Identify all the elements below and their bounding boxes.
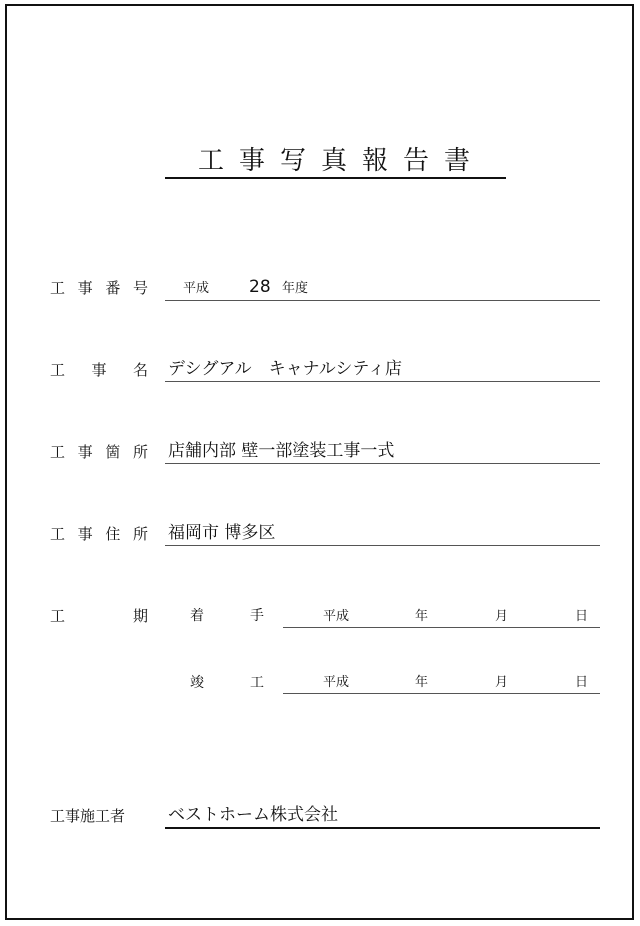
start-month-unit: 月	[495, 609, 509, 624]
contractor-value: ベストホーム株式会社	[168, 805, 338, 825]
label-construction-name: 工 事 名	[50, 361, 148, 379]
contractor-field	[165, 805, 600, 829]
construction-address-value: 福岡市 博多区	[168, 523, 276, 543]
label-construction-location: 工 事 箇 所	[50, 443, 148, 461]
end-month-unit: 月	[495, 675, 509, 690]
label-contractor: 工事施工者	[50, 807, 126, 825]
end-year-unit: 年	[415, 675, 429, 690]
number-suffix: 年度	[282, 281, 309, 296]
document-title: 工事写真報告書	[165, 145, 506, 179]
construction-name-field	[165, 359, 600, 382]
construction-name-value: デシグアル キャナルシティ店	[168, 359, 403, 379]
start-year-unit: 年	[415, 609, 429, 624]
completion-date-field	[283, 671, 600, 694]
label-construction-period: 工 期	[50, 607, 148, 625]
number-era: 平成	[183, 281, 210, 296]
construction-address-field	[165, 523, 600, 546]
end-era: 平成	[323, 675, 350, 690]
label-completion: 竣 工	[190, 675, 264, 691]
label-construction-number: 工 事 番 号	[50, 279, 148, 297]
end-day-unit: 日	[575, 675, 589, 690]
construction-location-value: 店舗内部 壁一部塗装工事一式	[168, 441, 395, 461]
label-construction-address: 工 事 住 所	[50, 525, 148, 543]
number-year: 28	[249, 277, 271, 297]
start-date-field	[283, 605, 600, 628]
label-start: 着 手	[190, 608, 264, 624]
construction-location-field	[165, 441, 600, 464]
start-day-unit: 日	[575, 609, 589, 624]
construction-number-field	[165, 278, 600, 301]
start-era: 平成	[323, 609, 350, 624]
